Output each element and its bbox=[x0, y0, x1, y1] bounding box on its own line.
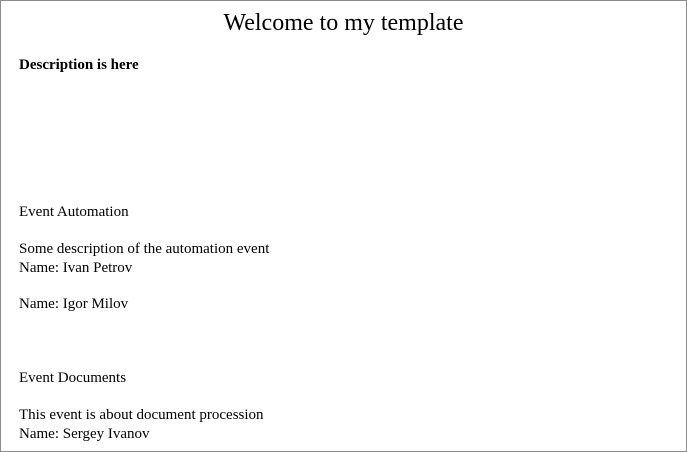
page-description: Description is here bbox=[19, 57, 139, 73]
event-title-documents: Event Documents bbox=[19, 370, 127, 386]
event-name-igor-milov: Name: Igor Milov bbox=[19, 296, 129, 312]
event-name-sergey-ivanov: Name: Sergey Ivanov bbox=[19, 426, 150, 442]
event-title-automation: Event Automation bbox=[19, 204, 129, 220]
event-description-documents: This event is about document procession bbox=[19, 407, 264, 423]
event-description-automation: Some description of the automation event bbox=[19, 241, 270, 257]
event-name-ivan-petrov: Name: Ivan Petrov bbox=[19, 260, 133, 276]
page-title: Welcome to my template bbox=[223, 10, 464, 36]
